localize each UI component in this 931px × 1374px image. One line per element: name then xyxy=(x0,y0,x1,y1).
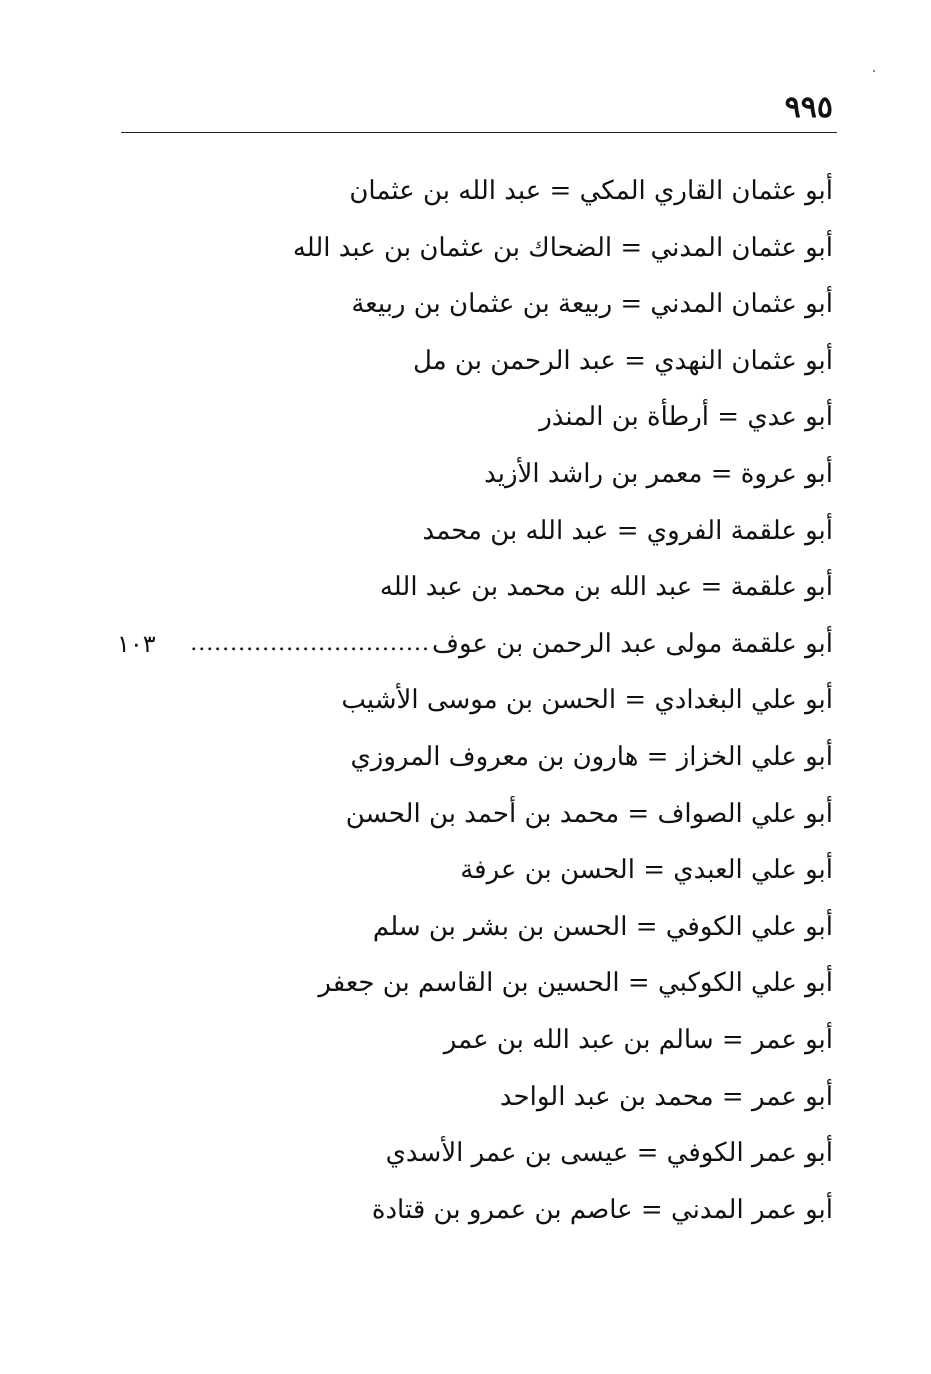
index-entry xyxy=(117,503,833,560)
entry-text: أبو علقمة الفروي = عبد الله بن محمد xyxy=(422,515,833,546)
index-entry xyxy=(117,1069,833,1126)
entry-text: أبو عمر = سالم بن عبد الله بن عمر xyxy=(443,1024,833,1055)
index-entry xyxy=(117,446,833,503)
header-rule xyxy=(121,132,837,133)
entry-text: أبو عمر = محمد بن عبد الواحد xyxy=(499,1081,833,1112)
index-entry xyxy=(117,1012,833,1069)
entry-text: أبو علي البغدادي = الحسن بن موسى الأشيب xyxy=(341,685,833,716)
index-entry xyxy=(117,333,833,390)
index-entry xyxy=(117,276,833,333)
dot-leader: .............................. xyxy=(190,630,430,656)
entry-text: أبو عثمان المدني = ربيعة بن عثمان بن ربيعة xyxy=(351,289,833,320)
entry-text: أبو علقمة = عبد الله بن محمد بن عبد الله xyxy=(379,572,833,603)
entry-text: أبو عثمان القاري المكي = عبد الله بن عثمان xyxy=(349,176,833,206)
index-entry xyxy=(117,672,833,729)
index-entry xyxy=(117,559,833,616)
index-entry xyxy=(117,729,833,786)
entry-text: أبو عثمان النهدي = عبد الرحمن بن مل xyxy=(413,345,833,376)
index-entry xyxy=(117,786,833,843)
index-entry xyxy=(117,899,833,956)
entry-text: أبو عمر الكوفي = عيسى بن عمر الأسدي xyxy=(385,1138,833,1169)
scan-speck xyxy=(873,70,875,72)
index-entry xyxy=(117,220,833,277)
entry-text: أبو عروة = معمر بن راشد الأزيد xyxy=(484,458,833,489)
index-entry-with-page-ref xyxy=(117,616,833,673)
index-entry xyxy=(117,1125,833,1182)
entry-text: أبو علي العبدي = الحسن بن عرفة xyxy=(460,855,833,886)
entry-text: أبو عدي = أرطأة بن المنذر xyxy=(539,402,833,433)
index-entry xyxy=(117,163,833,220)
page-reference: ١٠٣ xyxy=(117,629,156,658)
entry-text: أبو عثمان المدني = الضحاك بن عثمان بن عبد الله xyxy=(292,232,833,263)
entry-text: أبو علي الكوفي = الحسن بن بشر بن سلم xyxy=(372,911,833,942)
index-entry xyxy=(117,1182,833,1239)
index-entry xyxy=(117,842,833,899)
entry-text: أبو علي الصواف = محمد بن أحمد بن الحسن xyxy=(345,798,833,829)
entry-text: أبو علقمة مولى عبد الرحمن بن عوف xyxy=(432,628,833,659)
index-entry-list xyxy=(117,163,833,1238)
page-number: ٩٩٥ xyxy=(784,90,833,125)
index-entry xyxy=(117,389,833,446)
index-entry xyxy=(117,955,833,1012)
entry-text: أبو علي الكوكبي = الحسين بن القاسم بن جعفر xyxy=(318,968,833,999)
entry-text: أبو عمر المدني = عاصم بن عمرو بن قتادة xyxy=(371,1194,833,1225)
entry-text: أبو علي الخزاز = هارون بن معروف المروزي xyxy=(350,741,833,772)
